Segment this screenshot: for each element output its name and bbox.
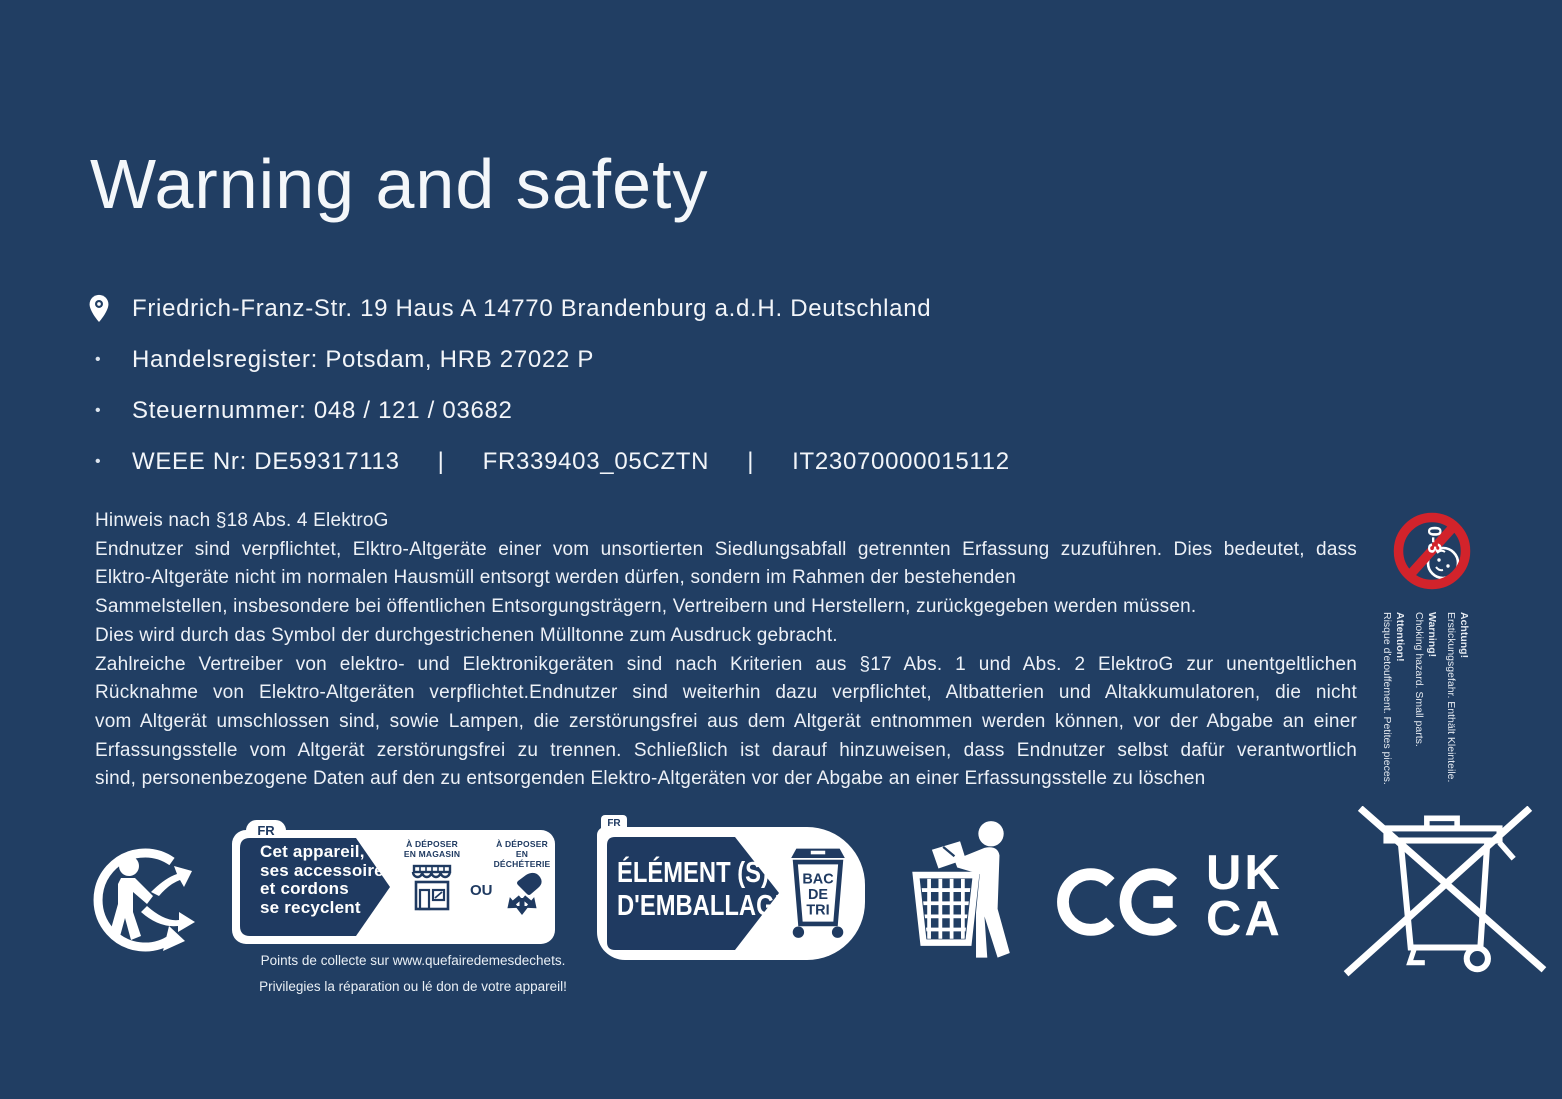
company-info-list bbox=[88, 294, 1088, 498]
weee-number-de: WEEE Nr: DE59317113 bbox=[132, 448, 400, 475]
page-title: Warning and safety bbox=[90, 145, 709, 223]
ukca-top: UK bbox=[1206, 846, 1283, 900]
svg-text:BAC: BAC bbox=[802, 871, 834, 888]
deposer-magasin: À DÉPOSER EN MAGASIN bbox=[392, 839, 472, 918]
age-range-text: 0-3 bbox=[1423, 526, 1444, 554]
crossed-out-bin-icon bbox=[1338, 806, 1550, 983]
fr-recycle-label bbox=[232, 823, 555, 944]
bullet-dot: • bbox=[95, 351, 102, 368]
store-icon bbox=[408, 863, 456, 913]
packaging-text: ÉLÉMENT (S) D'EMBALLAGE bbox=[617, 857, 791, 922]
pipe-separator: | bbox=[437, 448, 445, 475]
warning-pair-en: Warning! Choking hazard. Small parts. bbox=[1413, 612, 1438, 747]
steuernummer-row bbox=[88, 396, 1088, 426]
svg-text:DE: DE bbox=[807, 887, 829, 904]
warning-pair-fr: Attention! Risque d'etouffement. Petites pieces. bbox=[1381, 612, 1406, 785]
fr-captions bbox=[248, 948, 578, 1000]
pipe-separator: | bbox=[747, 448, 755, 475]
handelsregister-text: Handelsregister: Potsdam, HRB 27022 P bbox=[132, 346, 595, 373]
weee-row bbox=[88, 447, 1088, 477]
legal-line: Elktro-Altgeräte nicht im normalen Hausmüll entsorgt werden dürfen, sondern im Rahmen der bestehenden bbox=[95, 567, 1017, 589]
triman-recycle-icon bbox=[85, 840, 205, 965]
warning-pair-de: Achtung! Erstickungsgefahr. Enthält Kleinteile. bbox=[1445, 612, 1470, 783]
legal-line: Erfassungsstelle vom Altgerät zerstörungsfrei zu trennen. Schließlich ist darauf hinzuweisen, dass Endnutzer selbst dafür verantwortlich bbox=[95, 739, 1357, 761]
fr-tab: FR bbox=[246, 820, 286, 841]
decheterie-icon bbox=[499, 872, 545, 922]
choking-warning-text bbox=[1374, 612, 1470, 806]
ou-label: OU bbox=[470, 882, 493, 899]
legal-line: vom Altgerät umschlossen sind, sowie Lampen, die zerstörungsfrei aus dem Altgerät entnommen werden können, vor der Abgabe an einer bbox=[95, 710, 1357, 732]
collecte-caption: Points de collecte sur www.quefairedemesdechets. bbox=[260, 953, 566, 968]
address-row bbox=[88, 294, 1088, 324]
tidyman-icon bbox=[900, 818, 1022, 969]
ce-mark-icon bbox=[1056, 856, 1188, 953]
bullet-dot: • bbox=[95, 453, 102, 470]
weee-number-it: IT23070000015112 bbox=[792, 448, 1010, 475]
age-restriction-0-3-icon bbox=[1392, 511, 1472, 596]
repair-caption: Privilegies la réparation ou lé don de votre appareil! bbox=[259, 979, 567, 994]
bullet-dot: • bbox=[95, 402, 102, 419]
handelsregister-row bbox=[88, 345, 1088, 375]
legal-heading: Hinweis nach §18 Abs. 4 ElektroG bbox=[95, 510, 389, 531]
legal-line: sind, personenbezogene Daten auf den zu entsorgenden Elektro-Altgeräten vor der Abgabe an einer Erfassungsstelle zu löschen bbox=[95, 768, 1206, 790]
address-text: Friedrich-Franz-Str. 19 Haus A 14770 Brandenburg a.d.H. Deutschland bbox=[132, 295, 932, 322]
legal-line: Sammelstellen, insbesondere bei öffentlichen Entsorgungsträgern, Vertreibern und Herstellern, zurückgegeben werden müssen. bbox=[95, 596, 1197, 618]
ukca-bottom: CA bbox=[1206, 892, 1283, 946]
legal-line: Rücknahme von Elektro-Altgeräten verpflichtet.Endnutzer sind weiterhin dazu verpflichtet, Altbatterien und Altakkumulatoren, die nicht bbox=[95, 682, 1357, 704]
legal-line: Dies wird durch das Symbol der durchgestrichenen Mülltonne zum Ausdruck gebracht. bbox=[95, 624, 838, 646]
packaging-element-label bbox=[597, 817, 865, 960]
steuernummer-text: Steuernummer: 048 / 121 / 03682 bbox=[132, 397, 513, 424]
legal-line: Zahlreiche Vertreiber von elektro- und Elektronikgeräten sind nach Kriterien aus §17 Abs. 1 und Abs. 2 ElektroG zur unentgeltlichen bbox=[95, 653, 1357, 675]
location-pin-icon bbox=[88, 294, 132, 323]
svg-text:TRI: TRI bbox=[806, 902, 830, 919]
packaging-fr-tab: FR bbox=[601, 815, 627, 831]
bac-de-tri-bin-icon bbox=[785, 840, 851, 946]
weee-number-fr: FR339403_05CZTN bbox=[482, 448, 710, 475]
ukca-mark bbox=[1206, 846, 1283, 946]
recycle-claim-text: Cet appareil, ses accessoires et cordons se recyclent bbox=[260, 842, 394, 917]
elektrog-legal-text bbox=[95, 507, 1357, 794]
legal-line: Endnutzer sind verpflichtet, Elktro-Altgeräte einer vom unsortierten Siedlungsabfall getrennten Erfassung zuzuführen. Dies bedeutet, dass bbox=[95, 538, 1357, 560]
deposer-decheterie: À DÉPOSER EN DÉCHÉTERIE bbox=[490, 839, 554, 927]
